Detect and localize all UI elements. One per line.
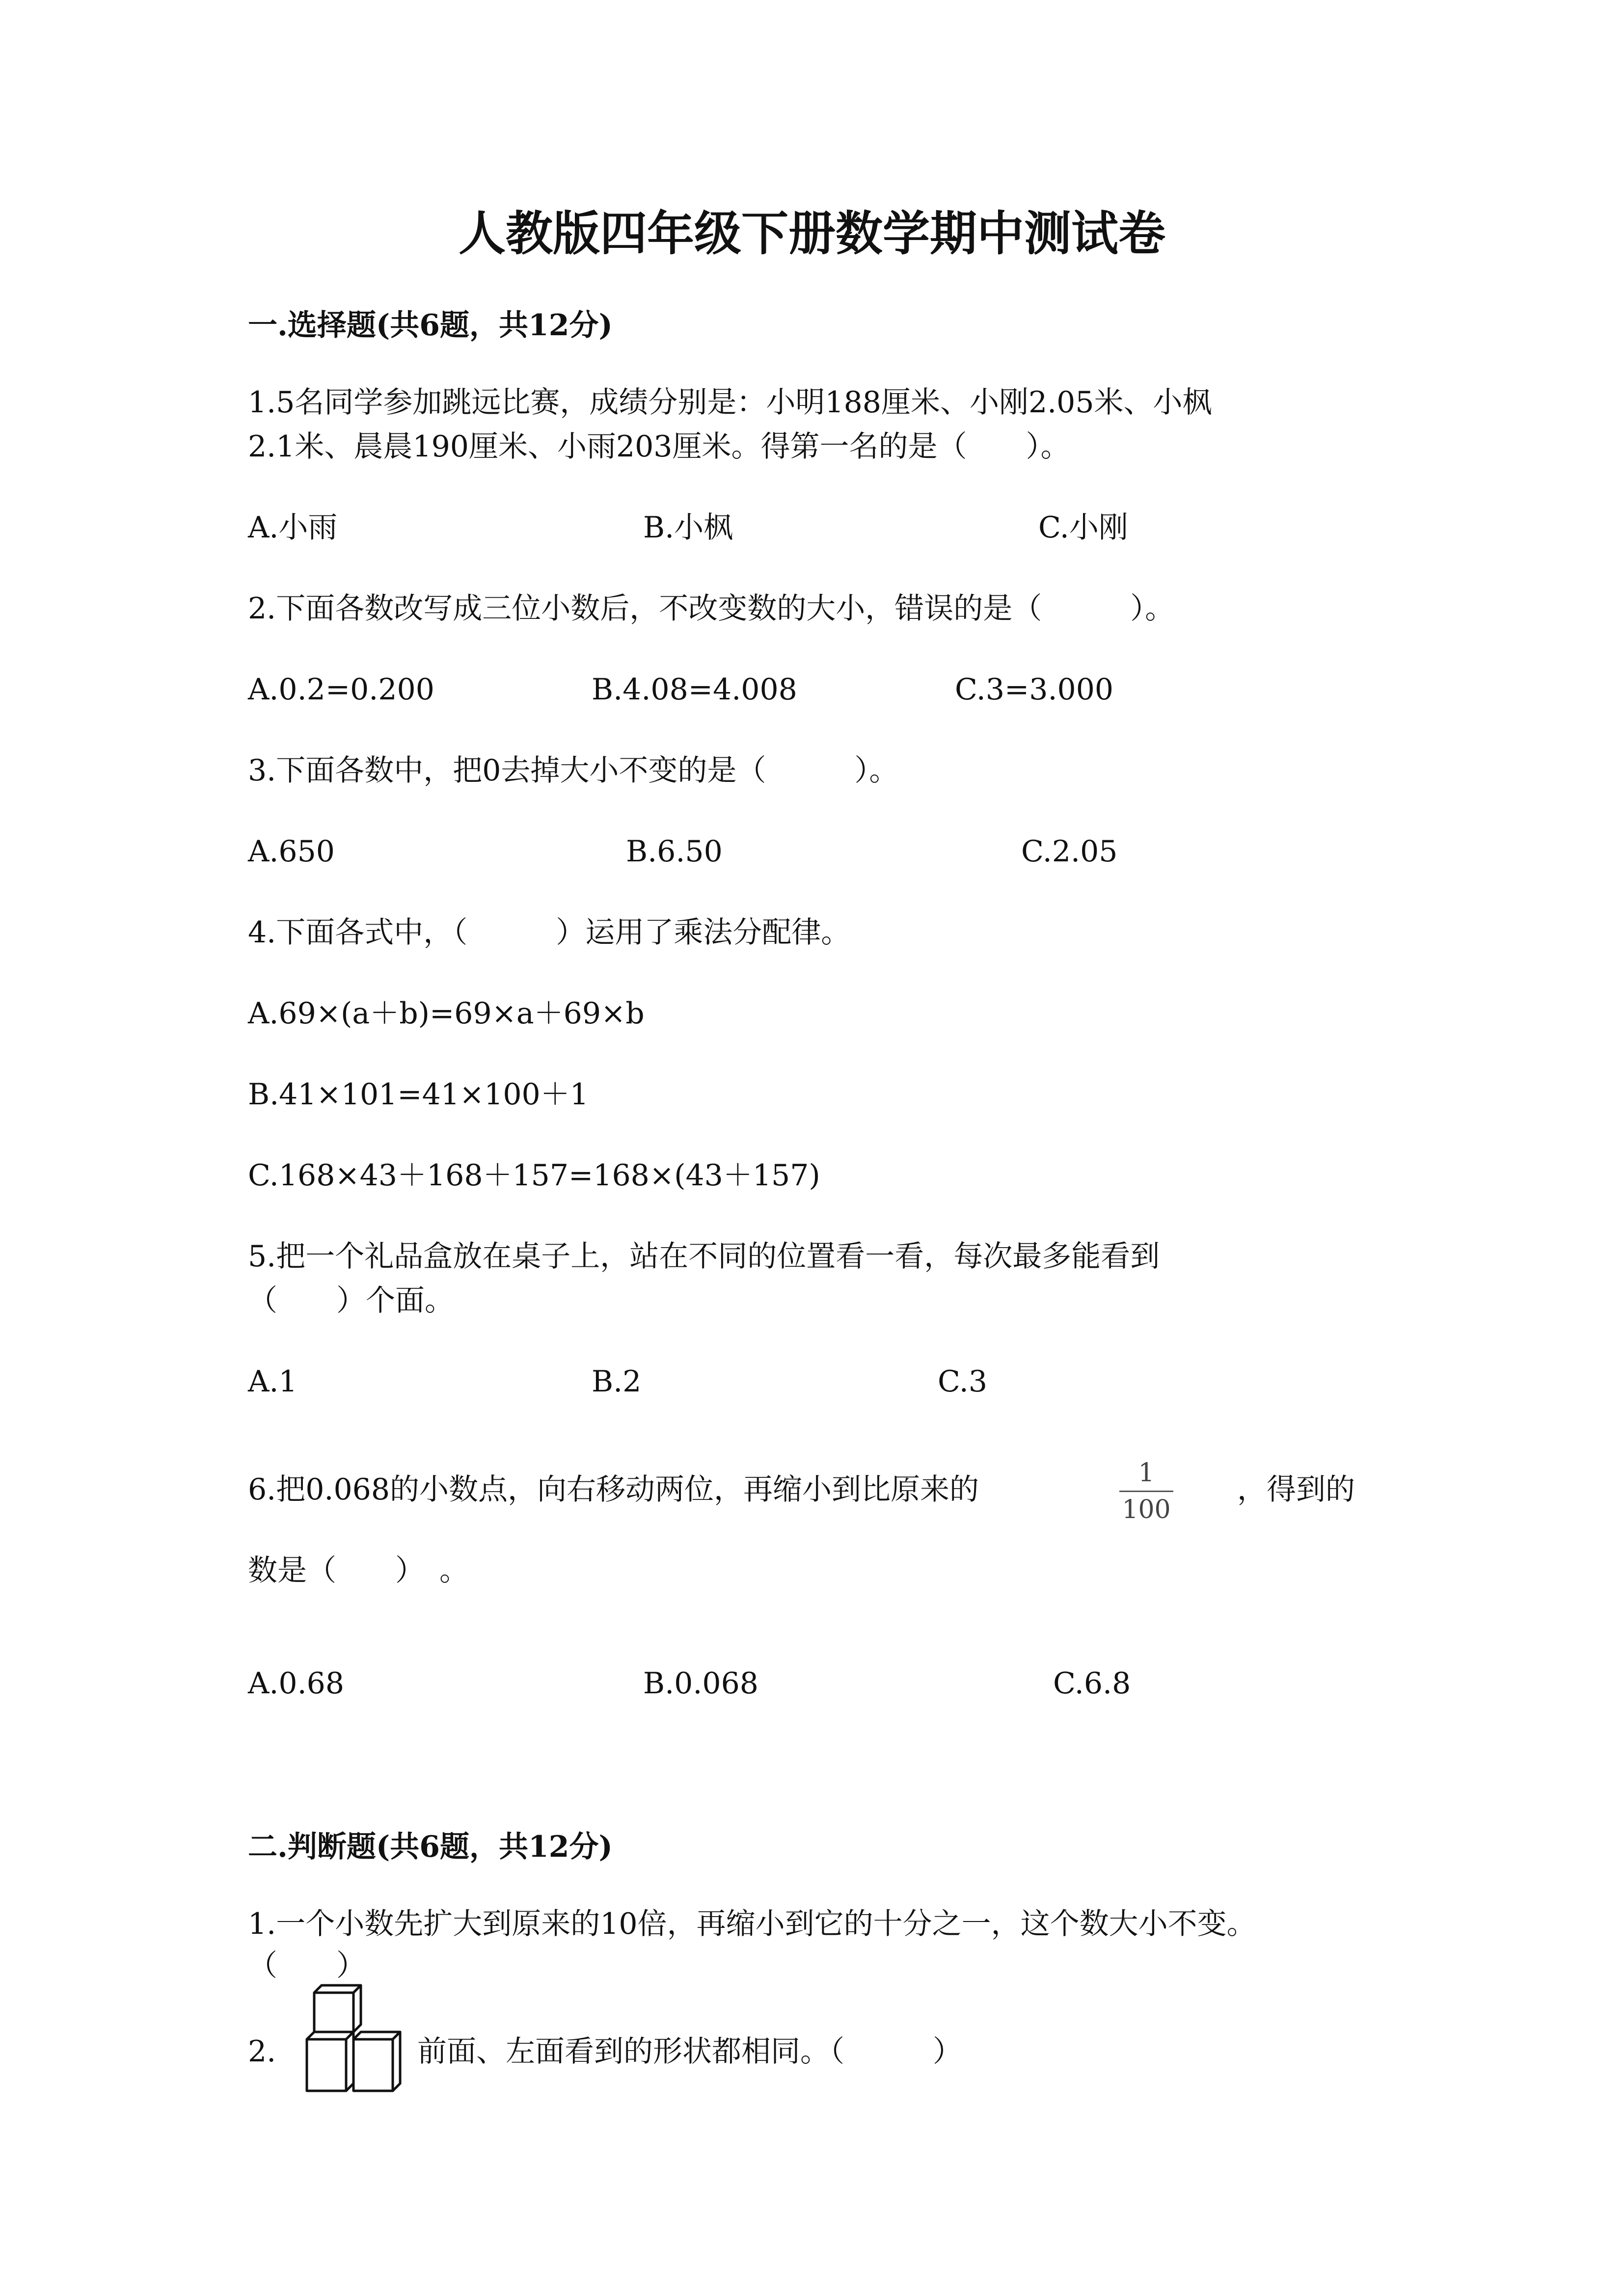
question-2-text: 2.下面各数改写成三位小数后，不改变数的大小，错误的是（ ）。: [248, 591, 1175, 626]
fraction-denominator: 100: [1122, 1495, 1171, 1524]
section-heading-judgement: 二.判断题(共6题，共12分): [248, 1830, 613, 1864]
question-1-line-1: 1.5名同学参加跳远比赛，成绩分别是：小明188厘米、小刚2.05米、小枫: [248, 385, 1212, 420]
question-5-line-1: 5.把一个礼品盒放在桌子上，站在不同的位置看一看，每次最多能看到: [248, 1239, 1160, 1274]
question-6-line-2: 数是（ ） 。: [248, 1553, 469, 1588]
question-4-option-a[interactable]: A.69×(a＋b)=69×a＋69×b: [248, 996, 645, 1031]
question-3-option-a[interactable]: A.650: [248, 834, 335, 869]
question-6-option-b[interactable]: B.0.068: [643, 1666, 758, 1701]
judge-2-text: 前面、左面看到的形状都相同。（ ）: [417, 2034, 962, 2069]
judge-2-prefix: 2.: [248, 2034, 276, 2069]
question-1-option-b[interactable]: B.小枫: [643, 510, 733, 545]
question-3-option-b[interactable]: B.6.50: [626, 834, 723, 869]
judge-1-line-1: 1.一个小数先扩大到原来的10倍，再缩小到它的十分之一，这个数大小不变。: [248, 1907, 1256, 1941]
question-5-line-2: （ ）个面。: [248, 1283, 454, 1318]
cubes-figure: [287, 1983, 415, 2101]
question-4-text: 4.下面各式中，（ ）运用了乘法分配律。: [248, 915, 851, 950]
question-5-option-b[interactable]: B.2: [592, 1364, 642, 1399]
question-3-option-c[interactable]: C.2.05: [1021, 834, 1118, 869]
question-5-option-c[interactable]: C.3: [938, 1364, 988, 1399]
question-6-option-a[interactable]: A.0.68: [248, 1666, 344, 1701]
page-title: 人教版四年级下册数学期中测试卷: [459, 206, 1165, 261]
question-3-text: 3.下面各数中，把0去掉大小不变的是（ ）。: [248, 753, 899, 788]
question-6-option-c[interactable]: C.6.8: [1053, 1666, 1131, 1701]
question-6-line-1-end: ，得到的: [1237, 1472, 1355, 1507]
question-2-option-b[interactable]: B.4.08=4.008: [592, 672, 797, 707]
question-2-option-a[interactable]: A.0.2=0.200: [248, 672, 434, 707]
question-4-option-c[interactable]: C.168×43＋168＋157=168×(43＋157): [248, 1158, 820, 1193]
question-5-option-a[interactable]: A.1: [248, 1364, 298, 1399]
question-4-option-b[interactable]: B.41×101=41×100＋1: [248, 1077, 589, 1112]
judge-1-line-2: （ ）: [248, 1949, 366, 1983]
fraction-one-hundredth: [1119, 1460, 1173, 1522]
fraction-numerator: 1: [1138, 1458, 1155, 1488]
question-1-option-c[interactable]: C.小刚: [1038, 510, 1128, 545]
question-6-line-1-start: 6.把0.068的小数点，向右移动两位，再缩小到比原来的: [248, 1472, 979, 1507]
question-2-option-c[interactable]: C.3=3.000: [955, 672, 1114, 707]
question-1-line-2: 2.1米、晨晨190厘米、小雨203厘米。得第一名的是（ ）。: [248, 429, 1070, 464]
question-1-option-a[interactable]: A.小雨: [248, 510, 338, 545]
section-heading-choice: 一.选择题(共6题，共12分): [248, 308, 613, 343]
